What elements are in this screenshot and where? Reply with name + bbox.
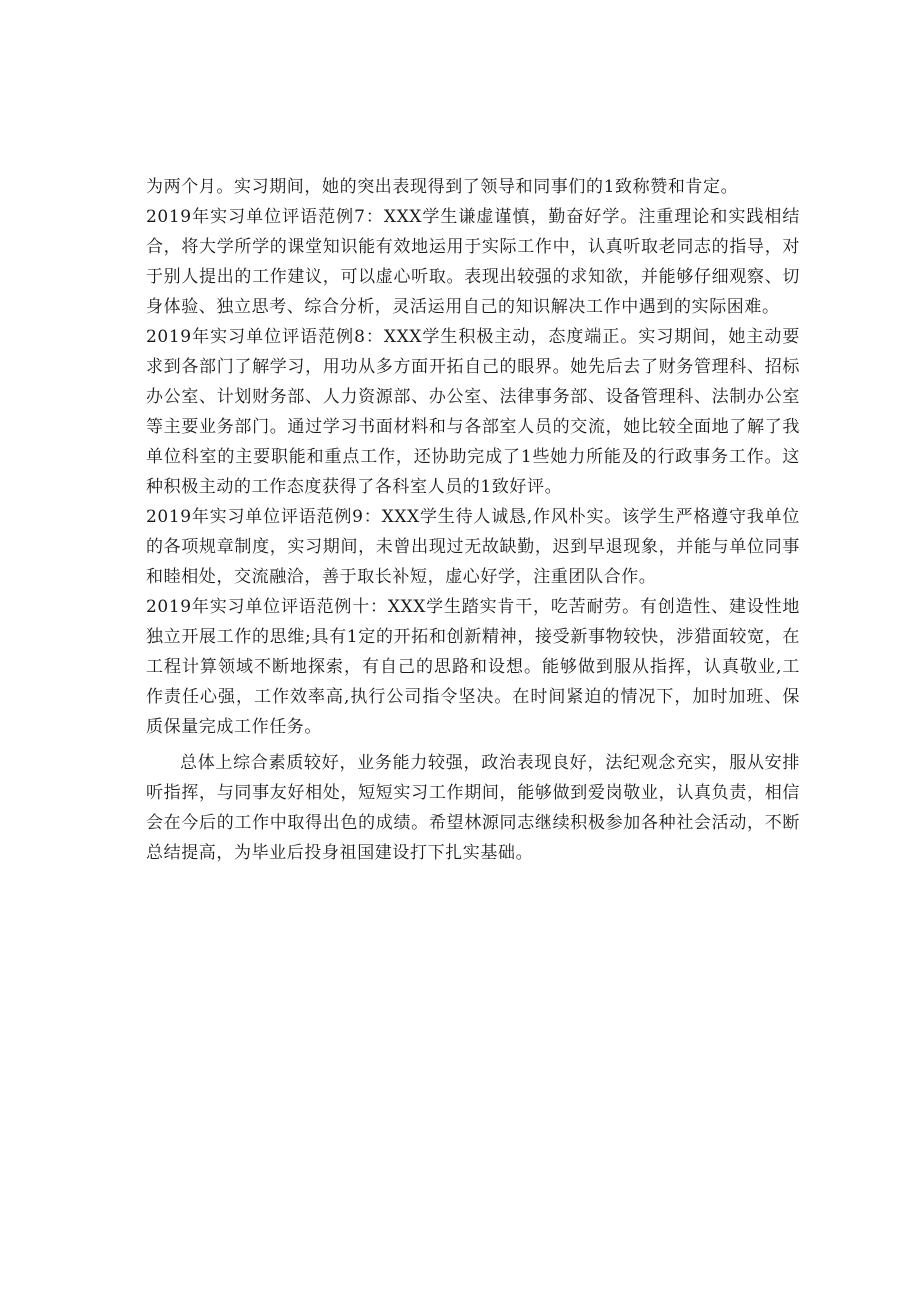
paragraph-example-8: 2019年实习单位评语范例8：XXX学生积极主动，态度端正。实习期间，她主动要求到各部门了解学习，用功从多方面开拓自己的眼界。她先后去了财务管理科、招标办公室、计划财务部、人力资源部、办公室、法律事务部、设备管理科、法制办公室等主要业务部门。通过学习书面材料和与各部室人员的交流，她比较全面地了解了我单位科室的主要职能和重点工作，还协助完成了1些她力所能及的行政事务工作。这种积极主动的工作态度获得了各科室人员的1致好评。 — [146, 327, 800, 497]
paragraph-example-10: 2019年实习单位评语范例十：XXX学生踏实肯干，吃苦耐劳。有创造性、建设性地独立开展工作的思维;具有1定的开拓和创新精神，接受新事物较快，涉猎面较宽，在工程计算领域不断地探索，有自己的思路和设想。能够做到服从指挥，认真敬业,工作责任心强，工作效率高,执行公司指令坚决。在时间紧迫的情况下，加时加班、保质保量完成工作任务。 — [146, 597, 800, 737]
paragraph-example-7: 2019年实习单位评语范例7：XXX学生谦虚谨慎，勤奋好学。注重理论和实践相结合，将大学所学的课堂知识能有效地运用于实际工作中，认真听取老同志的指导，对于别人提出的工作建议，可以虚心听取。表现出较强的求知欲，并能够仔细观察、切身体验、独立思考、综合分析，灵活运用自己的知识解决工作中遇到的实际困难。 — [146, 207, 800, 317]
paragraph-example-9: 2019年实习单位评语范例9：XXX学生待人诚恳,作风朴实。该学生严格遵守我单位的各项规章制度，实习期间，未曾出现过无故缺勤，迟到早退现象，并能与单位同事和睦相处，交流融洽，善于取长补短，虚心好学，注重团队合作。 — [146, 507, 800, 587]
document-body — [146, 172, 800, 868]
paragraph-summary: 总体上综合素质较好，业务能力较强，政治表现良好，法纪观念充实，服从安排听指挥，与同事友好相处，短短实习工作期间，能够做到爱岗敬业，认真负责，相信会在今后的工作中取得出色的成绩。希望林源同志继续积极参加各种社会活动，不断总结提高，为毕业后投身祖国建设打下扎实基础。 — [146, 753, 800, 863]
paragraph-continuation: 为两个月。实习期间，她的突出表现得到了领导和同事们的1致称赞和肯定。 — [146, 177, 739, 197]
